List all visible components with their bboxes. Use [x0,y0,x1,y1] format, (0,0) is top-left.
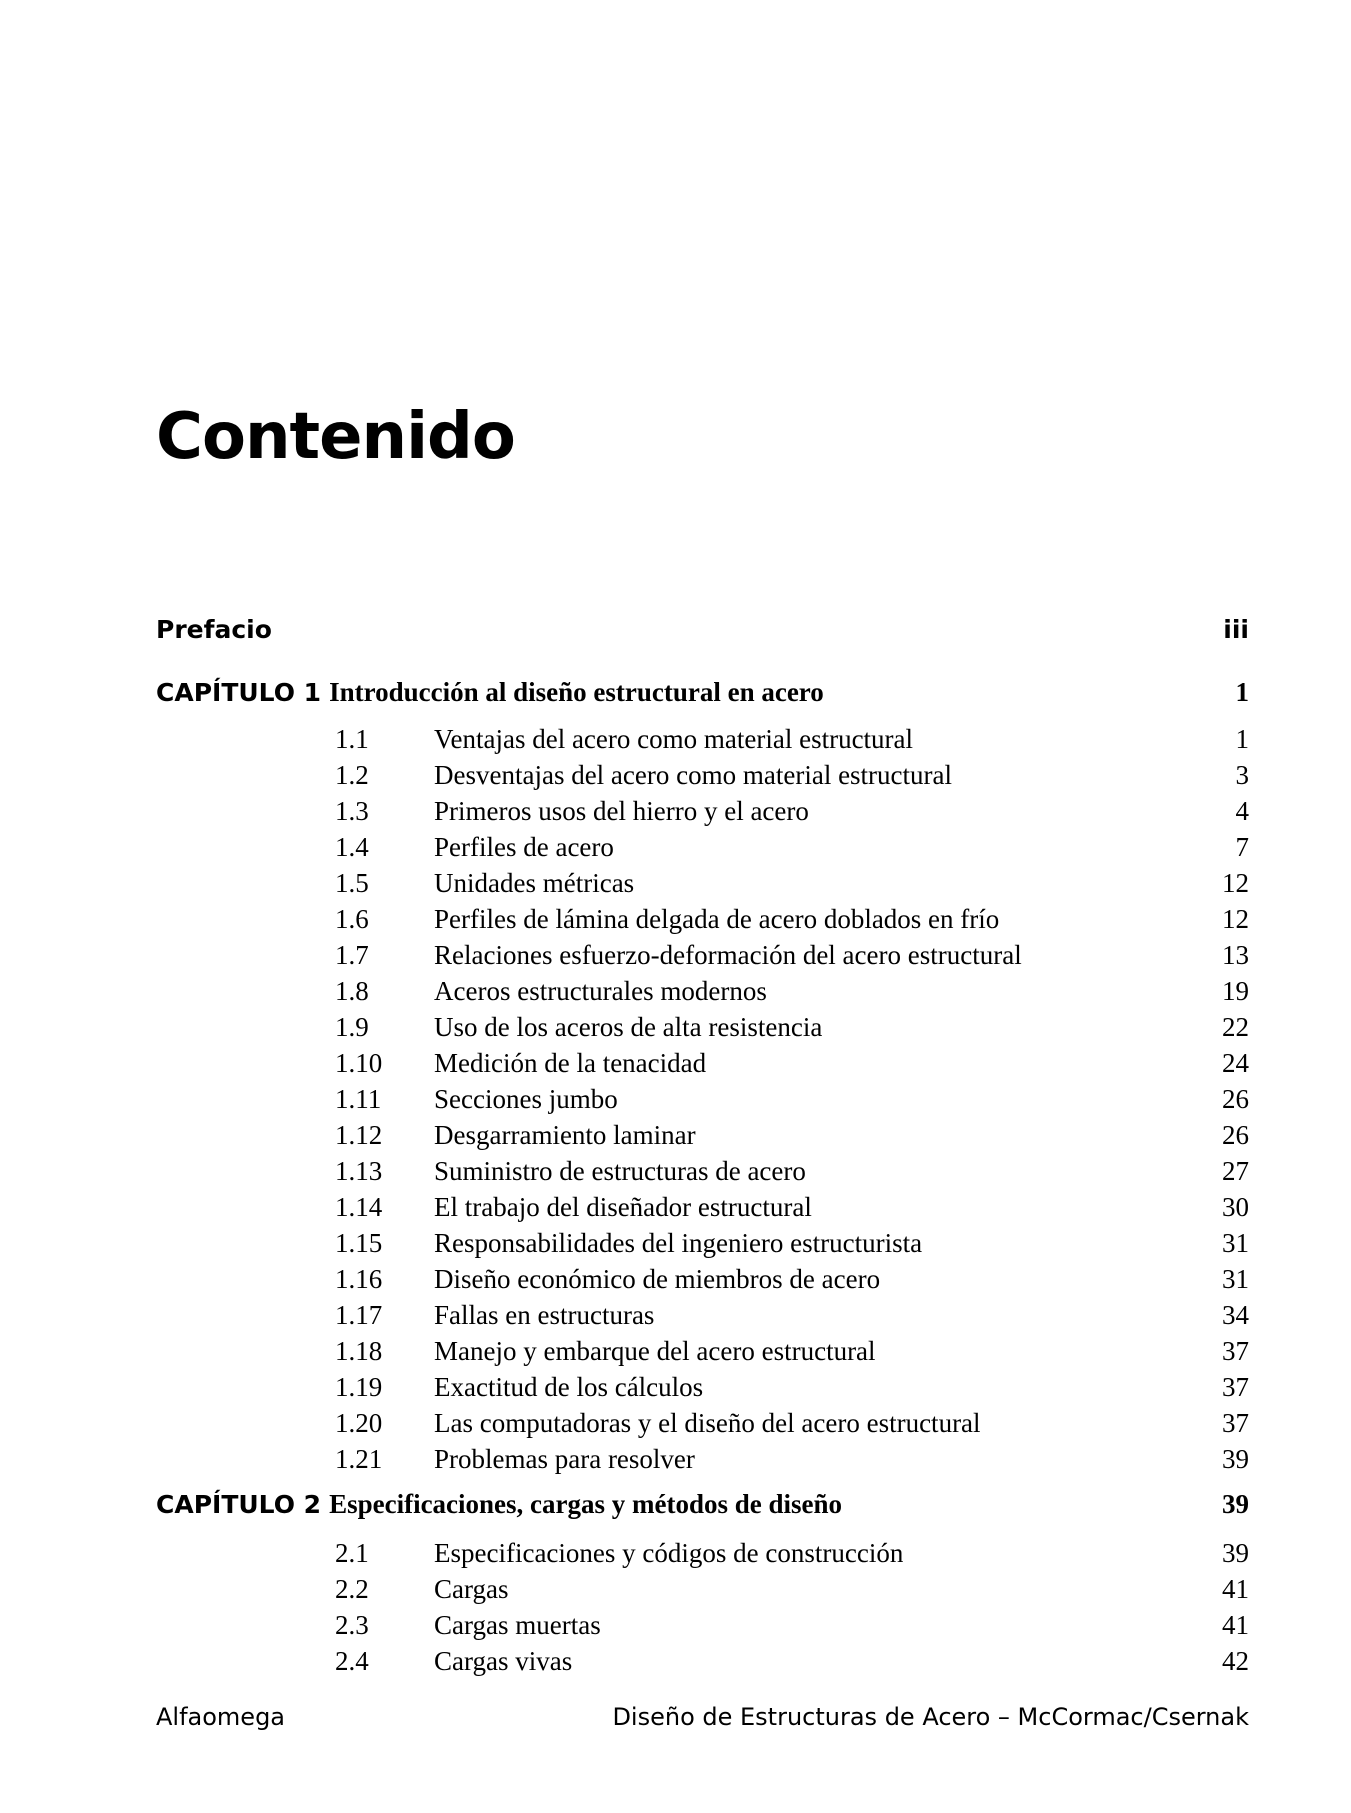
section-page-number: 31 [1222,1264,1249,1294]
toc-section-row[interactable] [156,1009,1249,1045]
section-page-number: 31 [1222,1228,1249,1258]
section-page-number: 3 [1235,760,1249,790]
section-number: 1.6 [335,904,369,934]
footer-book-title: Diseño de Estructuras de Acero – McCormac/Csernak [612,1703,1249,1731]
section-number: 1.10 [335,1048,383,1078]
section-number: 1.11 [335,1084,382,1114]
chapter-label: CAPÍTULO 1 [156,678,322,707]
section-title: Medición de la tenacidad [434,1048,707,1078]
section-page-number: 4 [1235,796,1249,826]
section-title: Responsabilidades del ingeniero estructurista [434,1228,923,1258]
section-title: Cargas vivas [434,1646,573,1676]
section-number: 1.13 [335,1156,383,1186]
section-title: Manejo y embarque del acero estructural [434,1336,876,1366]
section-page-number: 7 [1235,832,1249,862]
chapter-label: CAPÍTULO 2 [156,1490,322,1519]
section-number: 1.9 [335,1012,369,1042]
section-title: Perfiles de acero [434,832,614,862]
section-page-number: 39 [1222,1538,1249,1568]
toc-section-row[interactable] [156,1333,1249,1369]
toc-section-row[interactable] [156,1225,1249,1261]
section-page-number: 24 [1222,1048,1249,1078]
section-title: Cargas [434,1574,509,1604]
section-number: 1.4 [335,832,369,862]
toc-section-row[interactable] [156,829,1249,865]
section-number: 1.16 [335,1264,383,1294]
section-number: 1.2 [335,760,369,790]
section-title: Fallas en estructuras [434,1300,655,1330]
toc-section-row[interactable] [156,1189,1249,1225]
prefacio-page-number: iii [1223,615,1249,644]
toc-section-row[interactable] [156,1643,1249,1679]
section-page-number: 26 [1222,1084,1249,1114]
toc-section-row[interactable] [156,937,1249,973]
section-number: 1.1 [335,724,369,754]
chapter-page-number: 39 [1222,1489,1249,1519]
toc-section-row[interactable] [156,1535,1249,1571]
section-page-number: 13 [1222,940,1249,970]
toc-section-row[interactable] [156,1441,1249,1477]
section-number: 1.8 [335,976,369,1006]
section-number: 1.3 [335,796,369,826]
toc-section-row[interactable] [156,1045,1249,1081]
toc-section-row[interactable] [156,1117,1249,1153]
toc-section-row[interactable] [156,1081,1249,1117]
section-number: 2.2 [335,1574,369,1604]
section-page-number: 41 [1222,1574,1249,1604]
toc-section-row[interactable] [156,865,1249,901]
section-number: 1.17 [335,1300,383,1330]
toc-section-row[interactable] [156,721,1249,757]
section-page-number: 26 [1222,1120,1249,1150]
toc-section-row[interactable] [156,757,1249,793]
section-title: Unidades métricas [434,868,635,898]
prefacio-label: Prefacio [156,615,272,644]
toc-section-row[interactable] [156,901,1249,937]
section-title: Especificaciones y códigos de construcción [434,1538,904,1568]
section-number: 1.18 [335,1336,383,1366]
section-number: 1.14 [335,1192,383,1222]
section-number: 1.21 [335,1444,383,1474]
section-title: Diseño económico de miembros de acero [434,1264,881,1294]
section-title: Relaciones esfuerzo-deformación del acero estructural [434,940,1022,970]
section-number: 1.15 [335,1228,383,1258]
section-number: 1.5 [335,868,369,898]
section-title: Desventajas del acero como material estructural [434,760,953,790]
section-title: Perfiles de lámina delgada de acero doblados en frío [434,904,1000,934]
toc-section-row[interactable] [156,1369,1249,1405]
footer-publisher: Alfaomega [156,1703,286,1731]
section-page-number: 39 [1222,1444,1249,1474]
section-page-number: 1 [1235,724,1249,754]
section-title: Aceros estructurales modernos [434,976,767,1006]
section-title: Cargas muertas [434,1610,601,1640]
toc-section-row[interactable] [156,1297,1249,1333]
section-page-number: 37 [1222,1336,1249,1366]
toc-section-row[interactable] [156,793,1249,829]
section-number: 1.12 [335,1120,383,1150]
section-title: Primeros usos del hierro y el acero [434,796,809,826]
toc-entry-prefacio[interactable] [156,605,1249,655]
chapter-1-sections [156,721,1249,1477]
page-title: Contenido [156,399,515,474]
section-page-number: 12 [1222,904,1249,934]
section-page-number: 37 [1222,1408,1249,1438]
section-title: El trabajo del diseñador estructural [434,1192,812,1222]
section-title: Exactitud de los cálculos [434,1372,704,1402]
table-of-contents [156,605,1249,1679]
section-title: Secciones jumbo [434,1084,618,1114]
section-title: Suministro de estructuras de acero [434,1156,806,1186]
section-page-number: 19 [1222,976,1249,1006]
section-number: 2.3 [335,1610,369,1640]
toc-section-row[interactable] [156,1261,1249,1297]
section-number: 1.19 [335,1372,383,1402]
section-page-number: 41 [1222,1610,1249,1640]
section-page-number: 22 [1222,1012,1249,1042]
toc-section-row[interactable] [156,973,1249,1009]
chapter-2-sections [156,1535,1249,1679]
section-title: Ventajas del acero como material estructural [434,724,914,754]
section-page-number: 30 [1222,1192,1249,1222]
section-page-number: 37 [1222,1372,1249,1402]
chapter-heading-2[interactable] [156,1479,1249,1529]
toc-section-row[interactable] [156,1607,1249,1643]
section-title: Problemas para resolver [434,1444,695,1474]
chapter-title: Especificaciones, cargas y métodos de diseño [329,1489,843,1519]
chapter-page-number: 1 [1235,677,1249,707]
section-title: Las computadoras y el diseño del acero estructural [434,1408,981,1438]
section-page-number: 42 [1222,1646,1249,1676]
toc-section-row[interactable] [156,1153,1249,1189]
section-number: 1.7 [335,940,369,970]
section-page-number: 27 [1222,1156,1249,1186]
chapter-title: Introducción al diseño estructural en acero [329,677,824,707]
section-number: 1.20 [335,1408,383,1438]
toc-section-row[interactable] [156,1571,1249,1607]
toc-section-row[interactable] [156,1405,1249,1441]
section-number: 2.4 [335,1646,369,1676]
section-title: Uso de los aceros de alta resistencia [434,1012,823,1042]
section-page-number: 34 [1222,1300,1249,1330]
section-page-number: 12 [1222,868,1249,898]
chapter-heading-1[interactable] [156,667,1249,717]
section-title: Desgarramiento laminar [434,1120,696,1150]
section-number: 2.1 [335,1538,369,1568]
